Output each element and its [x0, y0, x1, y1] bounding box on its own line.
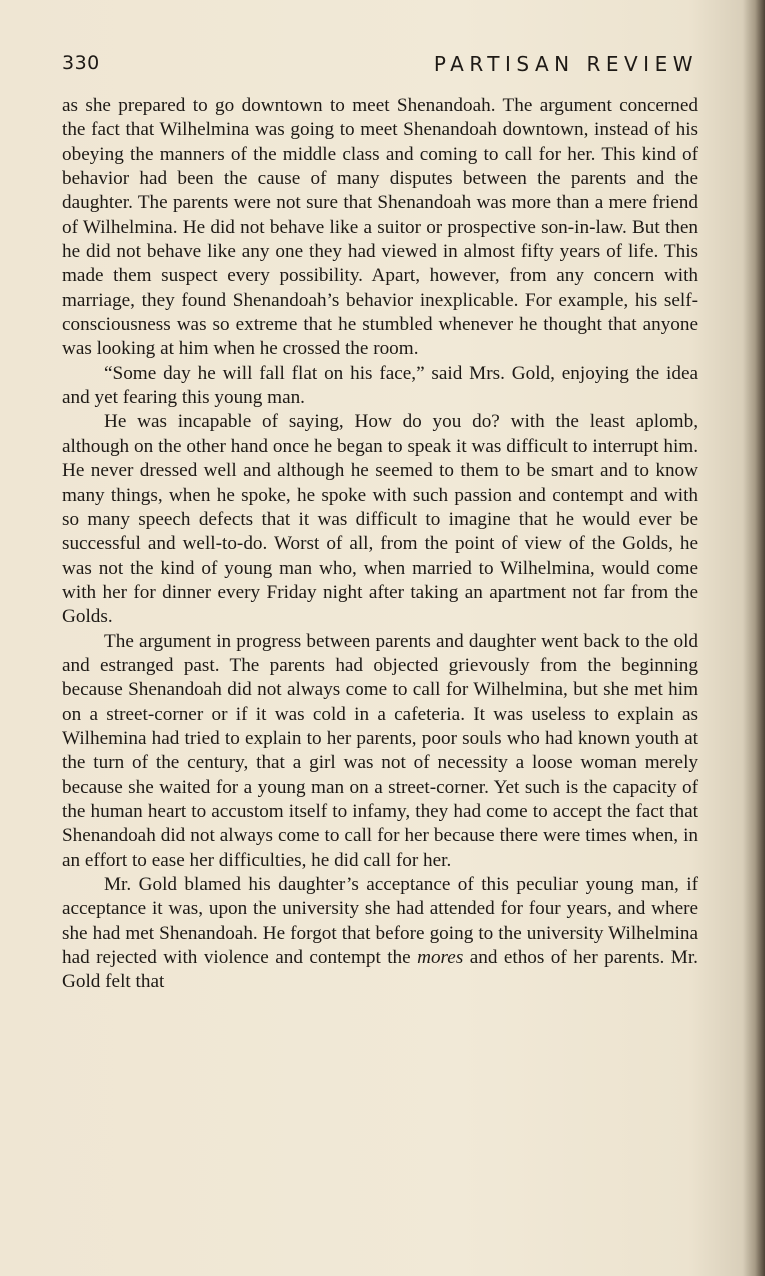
paragraph-3: He was incapable of saying, How do you do? with the least aplomb, although on the other hand once he began to speak it was difficult to interrupt him. He never dressed well and although he seemed to them to be smart and to know many things, when he spoke, he spoke with such passion and contempt and with so many speech defects that it was difficult to imagine that he would ever be successful and well-to-do. Worst of all, from the point of view of the Golds, he was not the kind of young man who, when married to Wilhelmina, would come with her for dinner every Friday night after taking an apartment not far from the Golds.	[62, 411, 698, 628]
paragraph-5-text-after: and ethos of her parents. Mr. Gold felt that	[62, 947, 698, 993]
paragraph-2: “Some day he will fall flat on his face,” said Mrs. Gold, enjoying the idea and yet fearing this young man.	[62, 362, 698, 409]
spine-shadow	[743, 0, 765, 1276]
page-number: 330	[62, 52, 100, 74]
paragraph-5-text-before: Mr. Gold blamed his daughter’s acceptance of this peculiar young man, if acceptance it was, upon the university she had attended for four years, and where she had met Shenandoah. He forgot that before going to the university Wilhelmina had rejected with violence and contempt the	[62, 874, 698, 969]
running-head: PARTISAN REVIEW	[433, 52, 698, 76]
paragraph-4: The argument in progress between parents and daughter went back to the old and estranged past. The parents had objected grievously from the beginning because Shenandoah did not always come to call for Wilhelmina, but she met him on a street-corner or if it was cold in a cafeteria. It was useless to explain as Wilhemina had tried to explain to her parents, poor souls who had known youth at the turn of the century, that a girl was not of necessity a loose woman merely because she waited for a young man on a street-corner. Yet such is the capacity of the human heart to accustom itself to infamy, they had come to accept the fact that Shenandoah did not always come to call for her because there were times when, in an effort to ease her difficulties, he did call for her.	[62, 630, 698, 871]
body-text	[62, 94, 698, 995]
paragraph-5-italic: mores	[417, 947, 464, 969]
paragraph-5	[62, 873, 698, 995]
page-header	[62, 52, 698, 82]
paragraph-1: as she prepared to go downtown to meet Shenandoah. The argument concerned the fact that Wilhelmina was going to meet Shenandoah downtown, instead of his obeying the manners of the middle class and coming to call for her. This kind of behavior had been the cause of many disputes between the parents and the daughter. The parents were not sure that Shenandoah was more than a mere friend of Wilhelmina. He did not behave like a suitor or prospective son-in-law. But then he did not behave like any one they had viewed in almost fifty years of life. This made them suspect every possibility. Apart, however, from any concern with marriage, they found Shenandoah’s behavior inexplicable. For example, his self-consciousness was so extreme that he stumbled whenever he thought that anyone was looking at him when he crossed the room.	[62, 95, 698, 360]
